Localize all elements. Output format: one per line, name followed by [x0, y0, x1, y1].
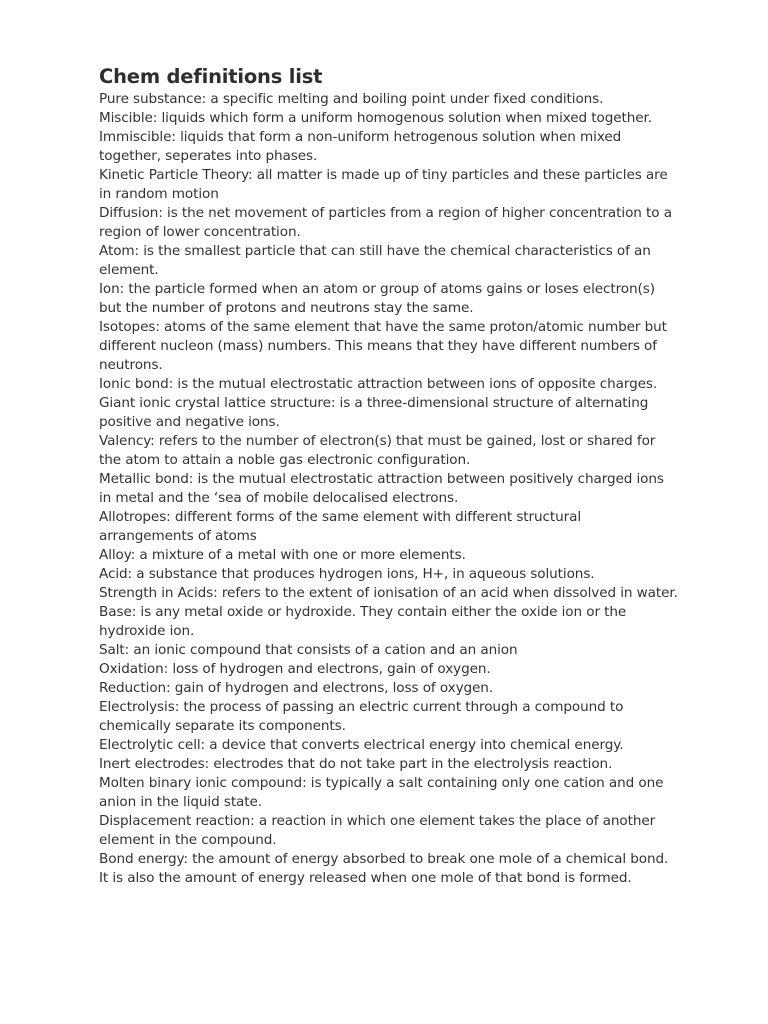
- definition-salt: Salt: an ionic compound that consists of a cation and an anion: [99, 642, 518, 658]
- definition-reduction: Reduction: gain of hydrogen and electrons, loss of oxygen.: [99, 680, 494, 696]
- definition-bond-energy: Bond energy: the amount of energy absorbed to break one mole of a chemical bond. It is also the amount of energy released when one mole of that bond is formed.: [99, 851, 669, 886]
- definition-base: Base: is any metal oxide or hydroxide. They contain either the oxide ion or the hydroxide ion.: [99, 604, 627, 639]
- definition-electrolytic-cell: Electrolytic cell: a device that converts electrical energy into chemical energy.: [99, 737, 624, 753]
- definition-immiscible: Immiscible: liquids that form a non-uniform hetrogenous solution when mixed together, seperates into phases.: [99, 129, 622, 164]
- definition-acid: Acid: a substance that produces hydrogen ions, H+, in aqueous solutions.: [99, 566, 595, 582]
- definition-giant-ionic-lattice: Giant ionic crystal lattice structure: is a three-dimensional structure of alternating positive and negative ions.: [99, 395, 649, 430]
- definition-strength-in-acids: Strength in Acids: refers to the extent of ionisation of an acid when dissolved in water.: [99, 585, 678, 601]
- document-title: Chem definitions list: [99, 65, 323, 88]
- definition-miscible: Miscible: liquids which form a uniform homogenous solution when mixed together.: [99, 110, 653, 126]
- definition-alloy: Alloy: a mixture of a metal with one or more elements.: [99, 547, 466, 563]
- definition-metallic-bond: Metallic bond: is the mutual electrostatic attraction between positively charged ions in metal and the ‘sea of mobile delocalised electrons.: [99, 471, 664, 506]
- document-page: [99, 64, 679, 888]
- definition-isotopes: Isotopes: atoms of the same element that have the same proton/atomic number but different nucleon (mass) numbers. This means that they have different numbers of neutrons.: [99, 319, 667, 373]
- definition-inert-electrodes: Inert electrodes: electrodes that do not take part in the electrolysis reaction.: [99, 756, 613, 772]
- definition-kinetic-particle-theory: Kinetic Particle Theory: all matter is made up of tiny particles and these particles are in random motion: [99, 167, 668, 202]
- definitions-list: [99, 90, 679, 888]
- definition-electrolysis: Electrolysis: the process of passing an electric current through a compound to chemically separate its components.: [99, 699, 624, 734]
- definition-ion: Ion: the particle formed when an atom or group of atoms gains or loses electron(s) but the number of protons and neutrons stay the same.: [99, 281, 655, 316]
- definition-displacement-reaction: Displacement reaction: a reaction in which one element takes the place of another element in the compound.: [99, 813, 656, 848]
- definition-pure-substance: Pure substance: a specific melting and boiling point under fixed conditions.: [99, 91, 604, 107]
- definition-oxidation: Oxidation: loss of hydrogen and electrons, gain of oxygen.: [99, 661, 491, 677]
- definition-ionic-bond: Ionic bond: is the mutual electrostatic attraction between ions of opposite charges.: [99, 376, 658, 392]
- definition-molten-binary-ionic-compound: Molten binary ionic compound: is typically a salt containing only one cation and one anion in the liquid state.: [99, 775, 664, 810]
- definition-diffusion: Diffusion: is the net movement of particles from a region of higher concentration to a region of lower concentration.: [99, 205, 672, 240]
- definition-valency: Valency: refers to the number of electron(s) that must be gained, lost or shared for the atom to attain a noble gas electronic configuration.: [99, 433, 656, 468]
- definition-allotropes: Allotropes: different forms of the same element with different structural arrangements of atoms: [99, 509, 582, 544]
- definition-atom: Atom: is the smallest particle that can still have the chemical characteristics of an element.: [99, 243, 651, 278]
